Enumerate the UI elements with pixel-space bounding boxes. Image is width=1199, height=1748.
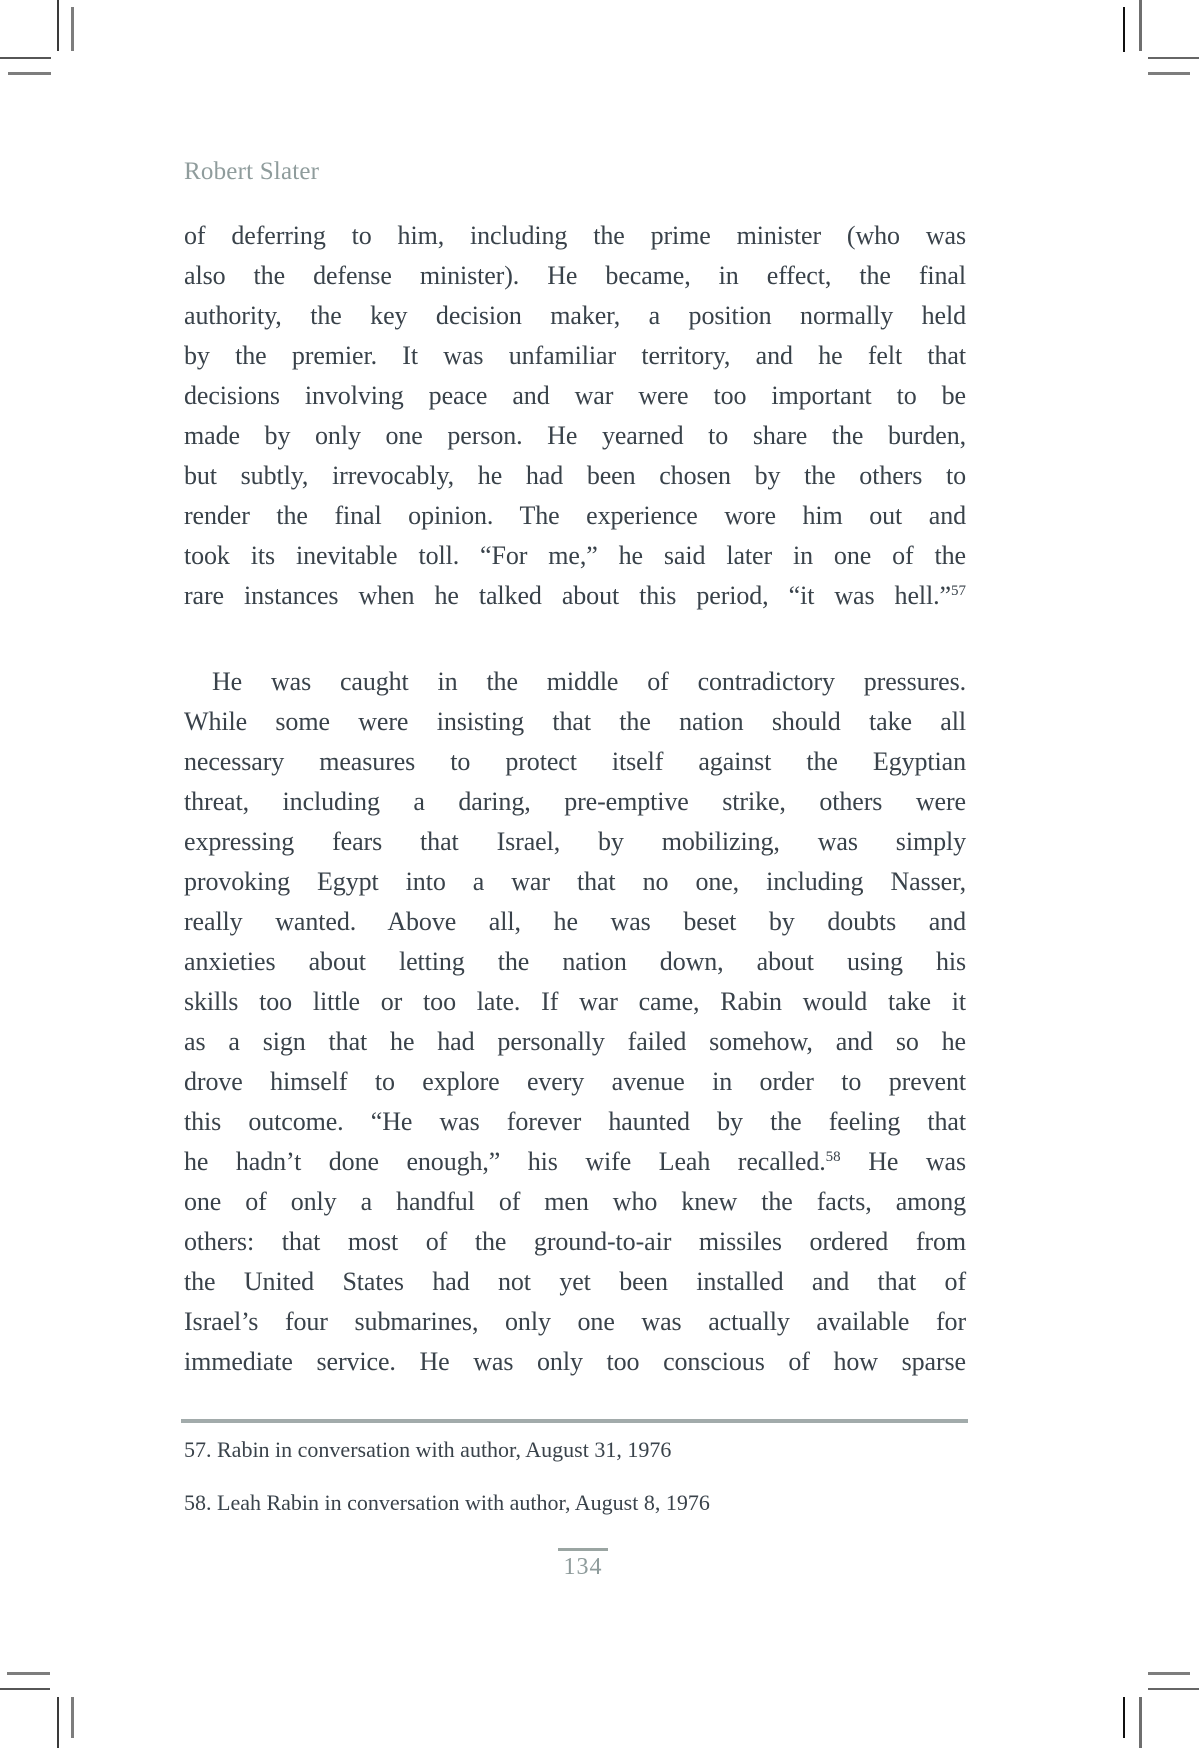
text-line: the United States had not yet been installed and that of	[184, 1267, 966, 1296]
folio-overline	[558, 1548, 608, 1551]
running-header: Robert Slater	[184, 158, 320, 185]
crop-mark-top-right-v2	[1139, 0, 1142, 51]
footnote: 57. Rabin in conversation with author, August 31, 1976	[184, 1437, 672, 1462]
text-line: skills too little or too late. If war came, Rabin would take it	[184, 987, 966, 1016]
text-line: authority, the key decision maker, a position normally held	[184, 301, 966, 330]
text-line: render the final opinion. The experience wore him out and	[184, 501, 966, 530]
text-line: others: that most of the ground-to-air missiles ordered from	[184, 1227, 966, 1256]
text-line: provoking Egypt into a war that no one, including Nasser,	[184, 867, 966, 896]
text-line: one of only a handful of men who knew the facts, among	[184, 1187, 966, 1216]
text-line: as a sign that he had personally failed somehow, and so he	[184, 1027, 966, 1056]
footnote-separator-rule	[181, 1419, 968, 1423]
text-line: While some were insisting that the nation should take all	[184, 707, 966, 736]
body-text	[184, 216, 966, 1382]
crop-mark-bottom-left-v1	[57, 1697, 59, 1748]
footnote: 58. Leah Rabin in conversation with author, August 8, 1976	[184, 1490, 710, 1515]
crop-mark-top-left-h1	[0, 57, 51, 59]
text-line: took its inevitable toll. “For me,” he said later in one of the	[184, 541, 966, 570]
text-line: drove himself to explore every avenue in order to prevent	[184, 1067, 966, 1096]
crop-mark-bottom-left-h2	[0, 1688, 50, 1690]
text-line: immediate service. He was only too conscious of how sparse	[184, 1347, 966, 1376]
text-line: Israel’s four submarines, only one was actually available for	[184, 1307, 966, 1336]
footnote-marker: 57	[951, 583, 966, 599]
paragraph	[184, 216, 966, 616]
crop-mark-bottom-left-h1	[7, 1672, 50, 1675]
text-line: this outcome. “He was forever haunted by the feeling that	[184, 1107, 966, 1136]
crop-mark-bottom-right-h2	[1148, 1688, 1199, 1690]
crop-mark-top-right-h2	[1148, 72, 1190, 75]
text-line: expressing fears that Israel, by mobilizing, was simply	[184, 827, 966, 856]
text-line: by the premier. It was unfamiliar territory, and he felt that	[184, 341, 966, 370]
text-line: but subtly, irrevocably, he had been chosen by the others to	[184, 461, 966, 490]
text-line: really wanted. Above all, he was beset by doubts and	[184, 907, 966, 936]
crop-mark-top-right-h1	[1148, 57, 1199, 59]
crop-mark-top-right-v1	[1123, 7, 1125, 52]
text-line: he hadn’t done enough,” his wife Leah recalled.$^{58}$ He was	[184, 1147, 966, 1176]
crop-mark-top-left-v1	[57, 0, 59, 51]
text-line: made by only one person. He yearned to share the burden,	[184, 421, 966, 450]
page-number: 134	[563, 1554, 603, 1580]
footnotes	[184, 1436, 974, 1517]
crop-mark-bottom-right-v1	[1123, 1697, 1125, 1738]
text-line: necessary measures to protect itself against the Egyptian	[184, 747, 966, 776]
paragraph	[184, 662, 966, 1382]
crop-mark-top-left-v2	[71, 7, 74, 51]
text-line: also the defense minister). He became, in effect, the final	[184, 261, 966, 290]
crop-mark-bottom-right-h1	[1148, 1672, 1190, 1675]
crop-mark-top-left-h2	[8, 72, 51, 75]
folio	[556, 1548, 610, 1581]
text-line: of deferring to him, including the prime minister (who was	[184, 221, 966, 250]
text-line: decisions involving peace and war were too important to be	[184, 381, 966, 410]
text-line: rare instances when he talked about this period, “it was hell.”$^{57}$	[184, 581, 966, 610]
crop-mark-bottom-right-v2	[1139, 1697, 1142, 1748]
footnote-marker: 58	[825, 1149, 841, 1165]
text-line: He was caught in the middle of contradictory pressures.	[212, 667, 966, 696]
text-line: threat, including a daring, pre-emptive strike, others were	[184, 787, 966, 816]
crop-mark-bottom-left-v2	[71, 1697, 74, 1738]
text-line: anxieties about letting the nation down, about using his	[184, 947, 966, 976]
